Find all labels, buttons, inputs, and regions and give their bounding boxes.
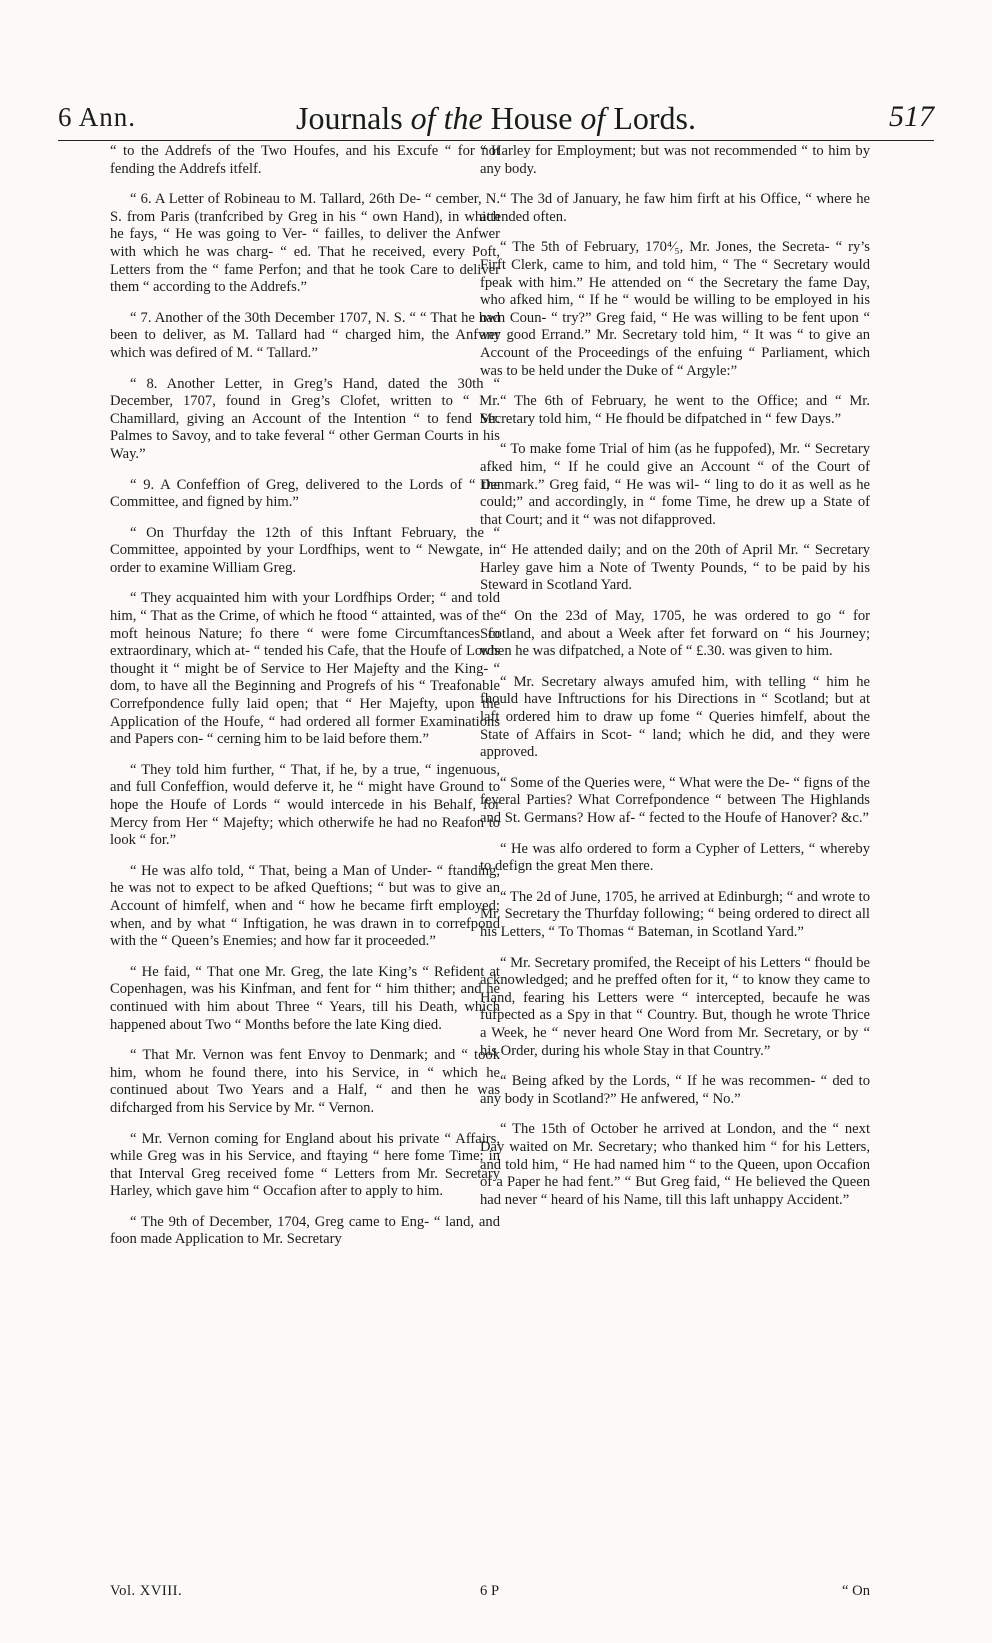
paragraph: “ Mr. Secretary always amufed him, with telling “ him he fhould have Inftructions for his Directions in “ Scotland; but at laft ordered him to draw up fome “ Queries himfelf, about the State of Affairs in Scot- “ land; which he did, and they were approved.	[480, 673, 870, 761]
paragraph: “ 6. A Letter of Robineau to M. Tallard, 26th De- “ cember, N. S. from Paris (tranfcribed by Greg in his “ own Hand), in which he fays, “ He was going to Ver- “ failles, to deliver the Anfwer with which he was charg- “ ed. That he received, every Poft, Letters from the “ fame Perfon; and that he took Care to deliver them “ according to the Addrefs.”	[110, 191, 500, 296]
paragraph: “ 8. Another Letter, in Greg’s Hand, dated the 30th “ December, 1707, found in Greg’s Clofet, written to “ Mr. Chamillard, giving an Account of the Intention “ to fend Mr. Palmes to Savoy, and to take feveral “ other German Courts in his Way.”	[110, 375, 500, 462]
running-title: Journals of the House of Lords.	[296, 100, 696, 136]
paragraph: “ They told him further, “ That, if he, by a true, “ ingenuous, and full Confeffion, would deferve it, he “ might have Ground to hope the Houfe of Lords “ would intercede in his Behalf, for Mercy from Her “ Majefty; which otherwife he had no Reafon to look “ for.”	[110, 761, 500, 849]
paragraph: “ The 5th of February, 170⁴⁄₅, Mr. Jones, the Secreta- “ ry’s Firft Clerk, came to him, and told him, “ The “ Secretary would fpeak with him.” He attended on “ the Secretary the fame Day, who afked him, “ If he “ would be willing to be employed in his own Coun- “ try?” Greg faid, “ He was willing to be fent upon “ any good Errand.” Mr. Secretary told him, “ It was “ to give an Account of the Proceedings of the enfuing “ Parliament, which was to be held under the Duke of “ Argyle:”	[480, 239, 870, 379]
paragraph: “ Mr. Secretary promifed, the Receipt of his Letters “ fhould be acknowledged; and he preffed often for it, “ to know they came to Hand, fearing his Letters were “ intercepted, becaufe he was fufpected as a Spy in that “ Country. But, though he wrote Thrice a Week, he “ never heard One Word from Mr. Secretary, or by “ his Order, during his whole Stay in that Country.”	[480, 954, 870, 1059]
paragraph: “ He was alfo ordered to form a Cypher of Letters, “ whereby to defign the great Men there.	[480, 840, 870, 875]
volume-label: Vol. XVIII.	[110, 1583, 183, 1599]
paragraph: “ Mr. Vernon coming for England about his private “ Affairs, while Greg was in his Service, and ftaying “ here fome Time; in that Interval Greg received fome “ Letters from Mr. Secretary Harley, which gave him “ Occafion after to apply to him.	[110, 1130, 500, 1200]
right-column	[480, 143, 870, 1603]
paragraph: “ The 15th of October he arrived at London, and the “ next Day waited on Mr. Secretary; who thanked him “ for his Letters, and told him, “ He had named him “ to the Queen, upon Occafion of a Paper he had fent.” “ But Greg faid, “ He believed the Queen had never “ heard of his Name, till this laft unhappy Accident.”	[480, 1121, 870, 1208]
paragraph: “ The 9th of December, 1704, Greg came to Eng- “ land, and foon made Application to Mr. Secretary	[110, 1213, 500, 1248]
paragraph: “ Harley for Employment; but was not recommended “ to him by any body.	[480, 143, 870, 177]
paragraph: “ 7. Another of the 30th December 1707, N. S. “ “ That he had been to deliver, as M. Tallard had “ charged him, the Anfwer which was defired of M. “ Tallard.”	[110, 309, 500, 361]
signature-mark: 6 P	[480, 1583, 500, 1599]
paragraph: “ The 6th of February, he went to the Office; and “ Mr. Secretary told him, “ He fhould be difpatched in “ few Days.”	[480, 393, 870, 427]
paragraph: “ He faid, “ That one Mr. Greg, the late King’s “ Refident at Copenhagen, was his Kinfman, and fent for “ him thither; and he continued with him about Three “ Years, till his Death, which happened about Two “ Months before the late King died.	[110, 963, 500, 1033]
page-header	[58, 100, 934, 141]
page-number: 517	[889, 100, 934, 133]
paragraph: “ He was alfo told, “ That, being a Man of Under- “ ftanding, he was not to expect to be afked Queftions; “ but was to give an Account of himfelf, when and “ how he became firft employed; when, and by what “ Inftigation, he was drawn in to correfpond with the “ Queen’s Enemies; and how far it proceeded.”	[110, 862, 500, 950]
paragraph: “ The 2d of June, 1705, he arrived at Edinburgh; “ and wrote to Mr. Secretary the Thurfday following; “ being ordered to direct all his Letters, “ To Thomas “ Bateman, in Scotland Yard.”	[480, 888, 870, 940]
regnal-year: 6 Ann.	[58, 102, 137, 132]
catchword: “ On	[842, 1583, 870, 1599]
left-column	[110, 143, 500, 1603]
paragraph: “ The 3d of January, he faw him firft at his Office, “ where he attended often.	[480, 191, 870, 225]
page-footer	[480, 1583, 870, 1600]
paragraph: “ to the Addrefs of the Two Houfes, and his Excufe “ for not fending the Addrefs itfelf.	[110, 143, 500, 177]
paragraph: “ On Thurfday the 12th of this Inftant February, the “ Committee, appointed by your Lordfhips, went to “ Newgate, in order to examine William Greg.	[110, 524, 500, 576]
paragraph: “ To make fome Trial of him (as he fuppofed), Mr. “ Secretary afked him, “ If he could give an Account “ of the Court of Denmark.” Greg faid, “ He was wil- “ ling to do it as well as he could;” and accordingly, in “ fome Time, he drew up a State of that Court; and it “ was not difapproved.	[480, 441, 870, 528]
paragraph: “ That Mr. Vernon was fent Envoy to Denmark; and “ took him, whom he found there, into his Service, in “ which he continued about Two Years and a Half, “ and then he was difcharged from his Service by Mr. “ Vernon.	[110, 1047, 500, 1116]
paragraph: “ 9. A Confeffion of Greg, delivered to the Lords of “ the Committee, and figned by him.”	[110, 476, 500, 511]
paragraph: “ They acquainted him with your Lordfhips Order; “ and told him, “ That as the Crime, of which he ftood “ attainted, was of the moft heinous Nature; fo there “ were fome Circumftances fo extraordinary, which at- “ tended his Cafe, that the Houfe of Lords thought it “ might be of Service to Her Majefty and the King- “ dom, to have all the Beginning and Progrefs of his “ Treafonable Correfpondence fully laid open; that “ Her Majefty, upon the Application of the Houfe, “ had ordered all former Examinations and Papers con- “ cerning him to be laid before them.”	[110, 590, 500, 748]
paragraph: “ He attended daily; and on the 20th of April Mr. “ Secretary Harley gave him a Note of Twenty Pounds, “ to be paid by his Steward in Scotland Yard.	[480, 542, 870, 594]
paragraph: “ Some of the Queries were, “ What were the De- “ figns of the feveral Parties? What Correfpondence “ between The Highlands and St. Germans? How af- “ fected to the Houfe of Hanover? &c.”	[480, 774, 870, 826]
paragraph: “ Being afked by the Lords, “ If he was recommen- “ ded to any body in Scotland?” He anfwered, “ No.”	[480, 1073, 870, 1107]
paragraph: “ On the 23d of May, 1705, he was ordered to go “ for Scotland, and about a Week after fet forward on “ his Journey; when he was difpatched, a Note of “ £.30. was given to him.	[480, 608, 870, 660]
